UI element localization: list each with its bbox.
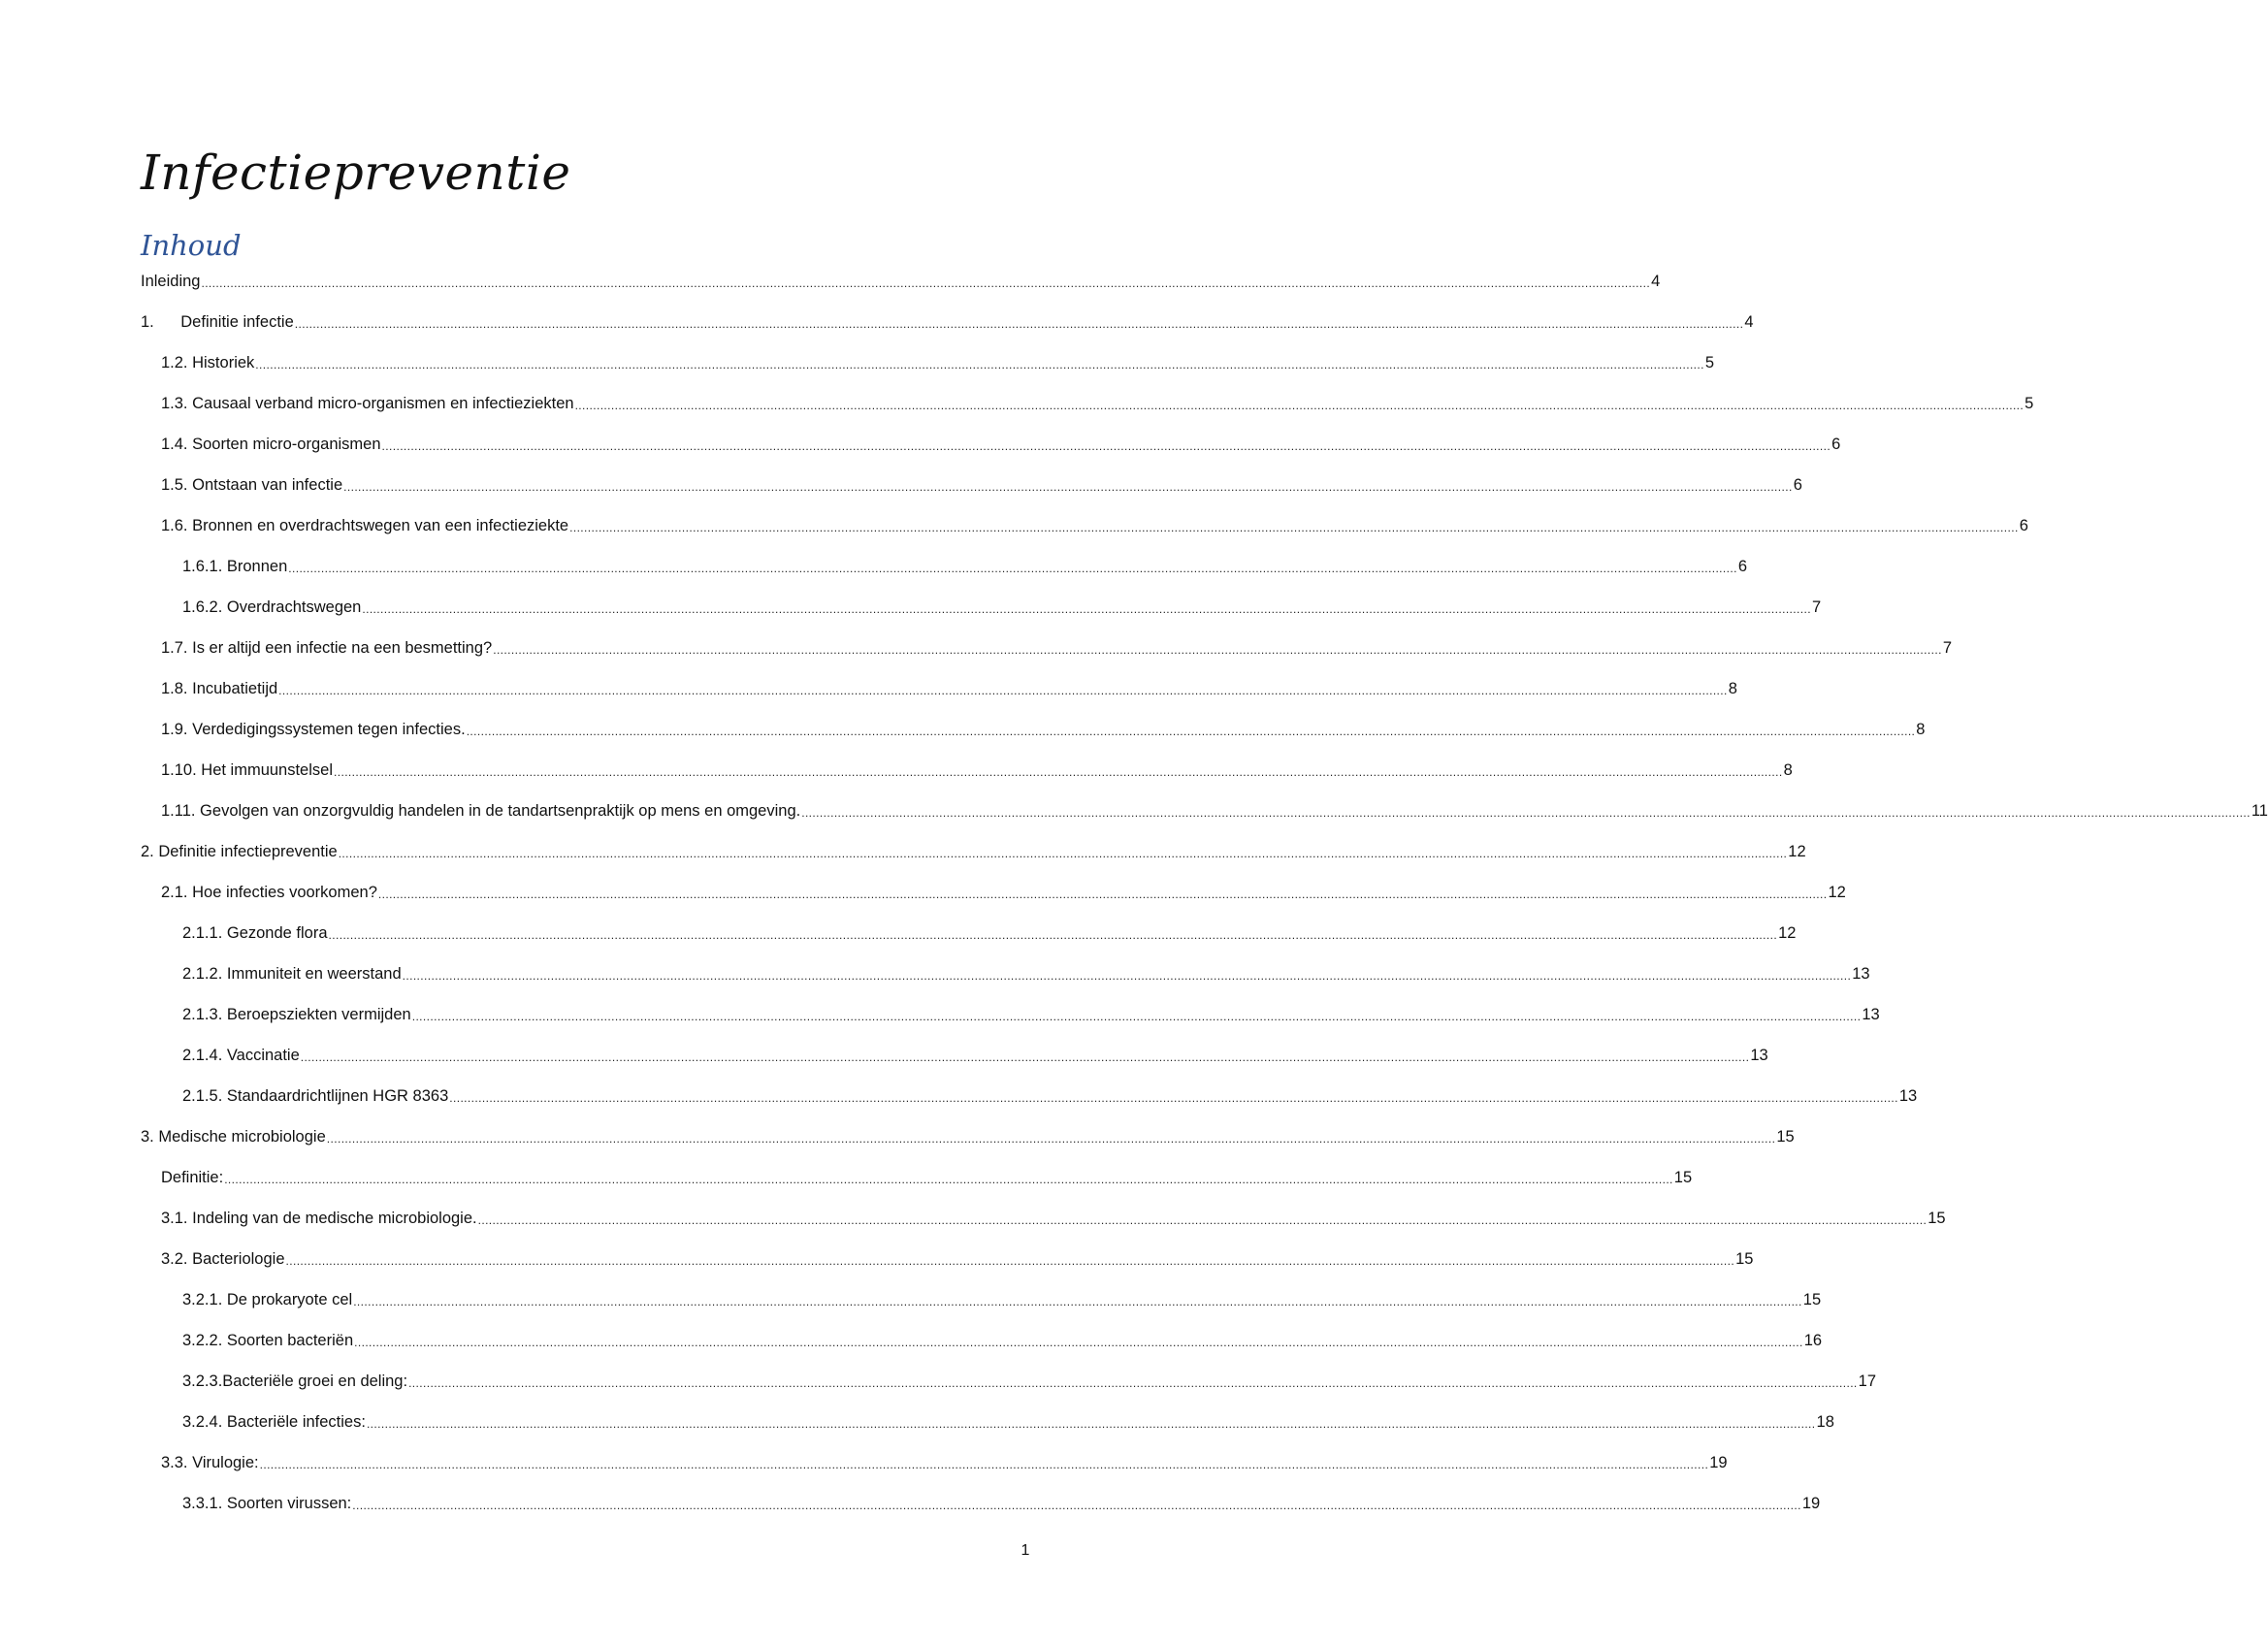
toc-entry-page: 5 [2025, 395, 2034, 412]
toc-entry[interactable] [161, 1167, 1693, 1188]
toc-dot-leader: ................................................................................................................................................................................................................................................................................................................................................................................................................ [354, 1336, 1803, 1349]
toc-entry-page: 12 [1788, 843, 1806, 860]
toc-entry-label: 1.7. Is er altijd een infectie na een besmetting? [161, 639, 493, 657]
toc-entry[interactable] [141, 311, 1754, 333]
toc-entry-label: Definitie: [161, 1169, 224, 1186]
toc-entry[interactable] [182, 1371, 1877, 1392]
toc-entry[interactable] [182, 1330, 1823, 1351]
toc-entry[interactable] [161, 393, 2034, 414]
toc-dot-leader: ................................................................................................................................................................................................................................................................................................................................................................................................................ [334, 765, 1783, 779]
toc-entry-label: 3.2.1. De prokaryote cel [182, 1291, 353, 1308]
toc-entry[interactable] [161, 434, 1841, 455]
toc-dot-leader: ................................................................................................................................................................................................................................................................................................................................................................................................................ [801, 806, 2251, 820]
toc-entry-page: 7 [1942, 639, 1952, 657]
toc-entry-label: 1.5. Ontstaan van infectie [161, 476, 343, 494]
toc-entry[interactable] [182, 1411, 1834, 1433]
toc-entry[interactable] [182, 1493, 1821, 1514]
toc-dot-leader: ................................................................................................................................................................................................................................................................................................................................................................................................................ [377, 888, 1828, 901]
toc-dot-leader: ................................................................................................................................................................................................................................................................................................................................................................................................................ [493, 643, 1942, 657]
toc-entry-label: 3.2. Bacteriologie [161, 1250, 285, 1268]
toc-entry-label: 3. Medische microbiologie [141, 1128, 326, 1146]
toc-entry[interactable] [182, 597, 1822, 618]
toc-entry-page: 12 [1778, 924, 1797, 942]
toc-entry[interactable] [161, 474, 1802, 496]
toc-entry-page: 13 [1750, 1047, 1768, 1064]
toc-entry-label: 3.3. Virulogie: [161, 1454, 259, 1471]
toc-dot-leader: ................................................................................................................................................................................................................................................................................................................................................................................................................ [278, 684, 1728, 697]
toc-entry-label: 1.10. Het immuunstelsel [161, 761, 333, 779]
toc-entry-label: 1. Definitie infectie [141, 313, 294, 331]
toc-dot-leader: ................................................................................................................................................................................................................................................................................................................................................................................................................ [255, 358, 1704, 371]
toc-entry-label: 1.9. Verdedigingssystemen tegen infecties. [161, 721, 466, 738]
toc-dot-leader: ................................................................................................................................................................................................................................................................................................................................................................................................................ [294, 317, 1744, 331]
toc-dot-leader: ................................................................................................................................................................................................................................................................................................................................................................................................................ [224, 1173, 1673, 1186]
toc-entry[interactable] [182, 1085, 1918, 1107]
toc-entry-page: 8 [1916, 721, 1926, 738]
toc-entry[interactable] [161, 1452, 1728, 1473]
toc-entry-page: 13 [1898, 1087, 1918, 1105]
toc-entry-label: Inleiding [141, 273, 201, 290]
toc-entry-label: 2.1.4. Vaccinatie [182, 1047, 300, 1064]
toc-dot-leader: ................................................................................................................................................................................................................................................................................................................................................................................................................ [201, 276, 1651, 290]
toc-entry-page: 13 [1852, 965, 1870, 983]
toc-entry-label: 1.6.1. Bronnen [182, 558, 288, 575]
toc-dot-leader: ................................................................................................................................................................................................................................................................................................................................................................................................................ [411, 1010, 1862, 1023]
toc-entry-label: 3.2.2. Soorten bacteriën [182, 1332, 354, 1349]
toc-dot-leader: ................................................................................................................................................................................................................................................................................................................................................................................................................ [402, 969, 1852, 983]
toc-entry-label: 3.1. Indeling van de medische microbiologie. [161, 1210, 477, 1227]
toc-dot-leader: ................................................................................................................................................................................................................................................................................................................................................................................................................ [352, 1499, 1801, 1512]
toc-entry-page: 6 [1737, 558, 1748, 575]
toc-entry[interactable] [161, 719, 1926, 740]
toc-dot-leader: ................................................................................................................................................................................................................................................................................................................................................................................................................ [569, 521, 2019, 534]
toc-entry-label: 2.1.1. Gezonde flora [182, 924, 328, 942]
toc-entry-page: 18 [1816, 1413, 1834, 1431]
toc-entry[interactable] [161, 637, 1952, 659]
toc-entry-page: 15 [1776, 1128, 1795, 1146]
toc-dot-leader: ................................................................................................................................................................................................................................................................................................................................................................................................................ [574, 399, 2025, 412]
toc-dot-leader: ................................................................................................................................................................................................................................................................................................................................................................................................................ [477, 1213, 1928, 1227]
toc-dot-leader: ................................................................................................................................................................................................................................................................................................................................................................................................................ [326, 1132, 1776, 1146]
toc-entry-label: 1.4. Soorten micro-organismen [161, 436, 381, 453]
toc-entry[interactable] [182, 1004, 1880, 1025]
toc-entry-page: 19 [1801, 1495, 1821, 1512]
toc-entry-page: 16 [1803, 1332, 1823, 1349]
toc-entry[interactable] [141, 1126, 1795, 1147]
document-title: Infectiepreventie [141, 145, 571, 201]
toc-entry[interactable] [141, 271, 1661, 292]
toc-entry-page: 11 [2251, 802, 2268, 820]
toc-entry-page: 8 [1783, 761, 1793, 779]
toc-entry[interactable] [182, 922, 1797, 944]
toc-entry-page: 4 [1651, 273, 1661, 290]
toc-entry-page: 7 [1811, 598, 1822, 616]
toc-entry-label: 2.1.5. Standaardrichtlijnen HGR 8363 [182, 1087, 449, 1105]
toc-entry-page: 6 [1831, 436, 1841, 453]
toc-entry-label: 3.2.4. Bacteriële infecties: [182, 1413, 366, 1431]
toc-entry-page: 12 [1828, 884, 1846, 901]
toc-dot-leader: ................................................................................................................................................................................................................................................................................................................................................................................................................ [259, 1458, 1709, 1471]
toc-entry-page: 17 [1858, 1372, 1877, 1390]
toc-entry-page: 15 [1802, 1291, 1822, 1308]
toc-heading: Inhoud [141, 229, 242, 262]
toc-entry-label: 1.3. Causaal verband micro-organismen en infectieziekten [161, 395, 574, 412]
toc-dot-leader: ................................................................................................................................................................................................................................................................................................................................................................................................................ [285, 1254, 1735, 1268]
toc-entry[interactable] [161, 1208, 1946, 1229]
toc-entry-page: 6 [2019, 517, 2028, 534]
toc-entry-label: 1.8. Incubatietijd [161, 680, 278, 697]
toc-entry[interactable] [161, 678, 1737, 699]
toc-entry[interactable] [182, 1045, 1768, 1066]
toc-entry-page: 5 [1704, 354, 1715, 371]
toc-entry-label: 3.3.1. Soorten virussen: [182, 1495, 352, 1512]
toc-entry[interactable] [161, 352, 1715, 373]
page-number: 1 [1021, 1542, 1030, 1559]
toc-entry-label: 1.6.2. Overdrachtswegen [182, 598, 362, 616]
toc-entry-page: 15 [1735, 1250, 1754, 1268]
toc-entry[interactable] [161, 759, 1793, 781]
toc-dot-leader: ................................................................................................................................................................................................................................................................................................................................................................................................................ [449, 1091, 1898, 1105]
toc-dot-leader: ................................................................................................................................................................................................................................................................................................................................................................................................................ [466, 725, 1916, 738]
toc-entry[interactable] [182, 556, 1748, 577]
toc-entry[interactable] [182, 963, 1870, 985]
toc-entry[interactable] [161, 1248, 1754, 1270]
toc-dot-leader: ................................................................................................................................................................................................................................................................................................................................................................................................................ [288, 562, 1737, 575]
toc-dot-leader: ................................................................................................................................................................................................................................................................................................................................................................................................................ [353, 1295, 1802, 1308]
toc-entry-page: 15 [1928, 1210, 1946, 1227]
toc-entry-label: 1.2. Historiek [161, 354, 255, 371]
toc-entry-label: 2.1.3. Beroepsziekten vermijden [182, 1006, 411, 1023]
toc-entry-page: 6 [1793, 476, 1802, 494]
toc-entry[interactable] [182, 1289, 1822, 1310]
toc-entry-label: 2.1.2. Immuniteit en weerstand [182, 965, 402, 983]
toc-entry-page: 15 [1673, 1169, 1693, 1186]
toc-entry-label: 2. Definitie infectiepreventie [141, 843, 338, 860]
toc-dot-leader: ................................................................................................................................................................................................................................................................................................................................................................................................................ [300, 1050, 1750, 1064]
toc-entry[interactable] [161, 515, 2028, 536]
toc-entry[interactable] [161, 882, 1846, 903]
toc-entry-label: 3.2.3.Bacteriële groei en deling: [182, 1372, 408, 1390]
toc-dot-leader: ................................................................................................................................................................................................................................................................................................................................................................................................................ [366, 1417, 1816, 1431]
toc-entry-page: 8 [1728, 680, 1737, 697]
toc-entry-label: 2.1. Hoe infecties voorkomen? [161, 884, 377, 901]
toc-entry[interactable] [141, 841, 1806, 862]
toc-entry-page: 19 [1709, 1454, 1728, 1471]
toc-entry-label: 1.11. Gevolgen van onzorgvuldig handelen in de tandartsenpraktijk op mens en omgeving. [161, 802, 801, 820]
toc-dot-leader: ................................................................................................................................................................................................................................................................................................................................................................................................................ [338, 847, 1788, 860]
toc-dot-leader: ................................................................................................................................................................................................................................................................................................................................................................................................................ [328, 928, 1778, 942]
toc-dot-leader: ................................................................................................................................................................................................................................................................................................................................................................................................................ [343, 480, 1793, 494]
toc-entry-label: 1.6. Bronnen en overdrachtswegen van een infectieziekte [161, 517, 569, 534]
toc-dot-leader: ................................................................................................................................................................................................................................................................................................................................................................................................................ [381, 439, 1831, 453]
toc-entry-page: 13 [1862, 1006, 1880, 1023]
toc-dot-leader: ................................................................................................................................................................................................................................................................................................................................................................................................................ [362, 602, 1811, 616]
toc-entry[interactable] [161, 800, 2268, 822]
toc-dot-leader: ................................................................................................................................................................................................................................................................................................................................................................................................................ [408, 1376, 1858, 1390]
toc-entry-page: 4 [1744, 313, 1754, 331]
